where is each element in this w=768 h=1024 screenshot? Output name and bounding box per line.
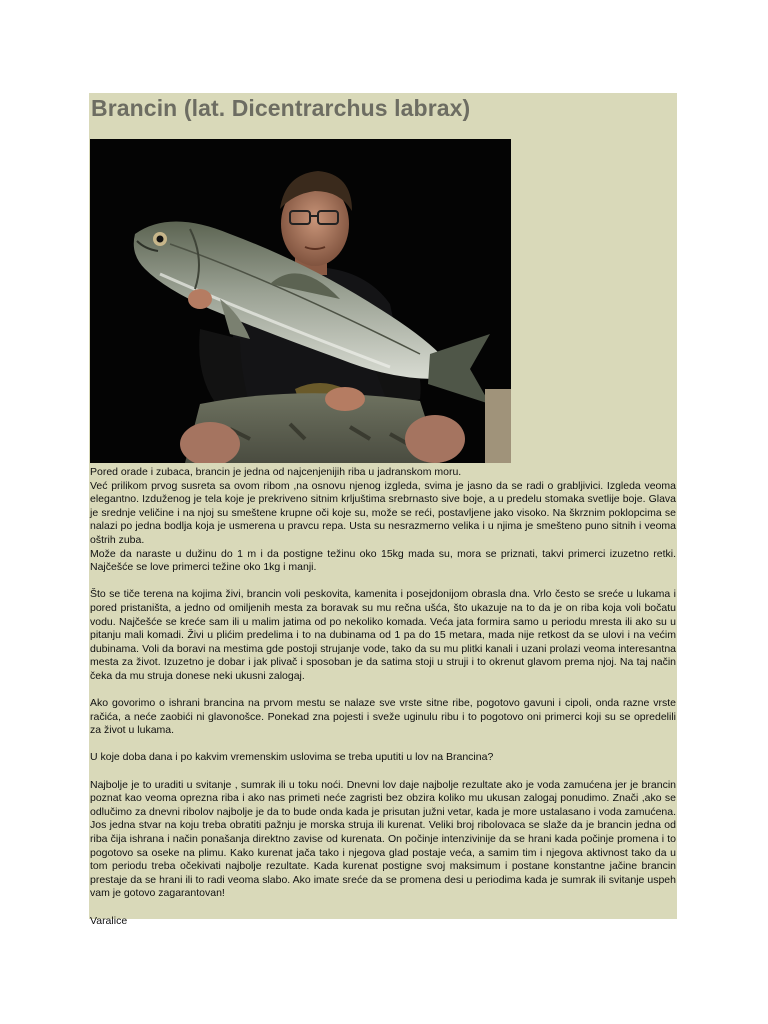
paragraph-question: U koje doba dana i po kakvim vremenskim uslovima se treba uputiti u lov na Brancina? bbox=[90, 751, 494, 764]
paragraph-size: Može da naraste u dužinu do 1 m i da postigne težinu oko 15kg mada su, mora se priznati, takvi primerci izuzetno retki. Najčešće se love primerci težine oko 1kg i manji. bbox=[90, 547, 676, 574]
paragraph-appearance: Već prilikom prvog susreta sa ovom ribom ,na osnovu njenog izgleda, svima je jasno da se radi o grabljivici. Izgleda veoma elegantno. Izduženog je tela koje je prekriveno sitnim krljuštima srebrnasto sive boje, a u predelu stomaka svetlije boje. Glava je srednje veličine i na njoj su smeštene krupne oči koje su, može se reći, postavljene jako visoko. Na škrznim poklopcima se nalazi po jedna bodlja koja je usmerena u pravcu repa. Usta su nesrazmerno velika i u njima je smešteno puno sitnih i veoma oštrih zuba. bbox=[90, 479, 676, 546]
fish-photo bbox=[90, 139, 511, 463]
paragraph-intro: Pored orade i zubaca, brancin je jedna od najcenjenijih riba u jadranskom moru. bbox=[90, 466, 462, 478]
document-page bbox=[89, 93, 677, 927]
paragraph-timing: Najbolje je to uraditi u svitanje , sumrak ili u toku noći. Dnevni lov daje najbolje rezultate ako je voda zamućena jer je brancin poznat kao veoma oprezna riba i ako nas primeti neće zagristi bez obzira koliko mu ukusan zalogaj ponudimo. Znači ,ako se odlučimo za dnevni ribolov najbolje je da to bude onda kada je prisutan južni vetar, kada je more ustalasano i voda zamućena. Jos jedna stvar na koju treba obratiti pažnju je morska struja ili kurenat. Veliki broj ribolovaca se slaže da je brancin jedna od riba čija ishrana i način ponašanja direktno zavise od kurenata. On počinje intenzivinije da se hrani kada počinje promena i to pogotovo sa oseke na plimu. Kako kurenat jača tako i njegova glad postaje veća, a samim tim i njegova aktivnost tako da u tom periodu treba očekivati najbolje rezultate. Kada kurenat postigne svoj maksimum i postane konstantne jačine brancin prestaje da se hrani ili to radi veoma slabo. Ako imate sreće da se promena desi u periodima kada je sumrak ili svitanje uspeh vam je gotovo zagarantovan! bbox=[90, 778, 676, 900]
paragraph-lures-heading: Varalice bbox=[90, 914, 128, 927]
article-title: Brancin (lat. Dicentrarchus labrax) bbox=[91, 95, 471, 121]
article-body bbox=[90, 466, 676, 928]
paragraph-diet: Ako govorimo o ishrani brancina na prvom mestu se nalaze sve vrste sitne ribe, pogotovo gavuni i cipoli, onda razne vrste račića, a neće zaobići ni glavonošce. Ponekad zna pojesti i sveže uginulu ribu i to pogotovo oni primerci koji su se opredelili za život u lukama. bbox=[90, 697, 676, 737]
paragraph-habitat: Što se tiče terena na kojima živi, brancin voli peskovita, kamenita i posejdonijom obrasla dna. Vrlo često se sreće u lukama i pored pristaništa, a jedno od omiljenih mesta za boravak su mu rečna ušća, što ukazuje na to da je on riba koja voli bočatu vodu. Najčešće se kreće sam ili u malim jatima od po nekoliko komada. Veća jata formira samo u periodu mresta ili ako su u pitanju mali komadi. Živi u plićim predelima i to na dubinama od 1 pa do 15 metara, mada nije retkost da se ulovi i na većim dubinama. Voli da boravi na mestima gde postoji strujanje vode, tako da su mu plitki kanali i uzani prolazi veoma interesantna mesta za život. Izuzetno je dobar i jak plivač i sposoban je da satima stoji u struji i to okrenut glavom prema njoj. Na taj način čeka da mu struja donese neki ukusni zalogaj. bbox=[90, 588, 676, 682]
man-holding-sea-bass-photo-icon bbox=[90, 139, 511, 463]
